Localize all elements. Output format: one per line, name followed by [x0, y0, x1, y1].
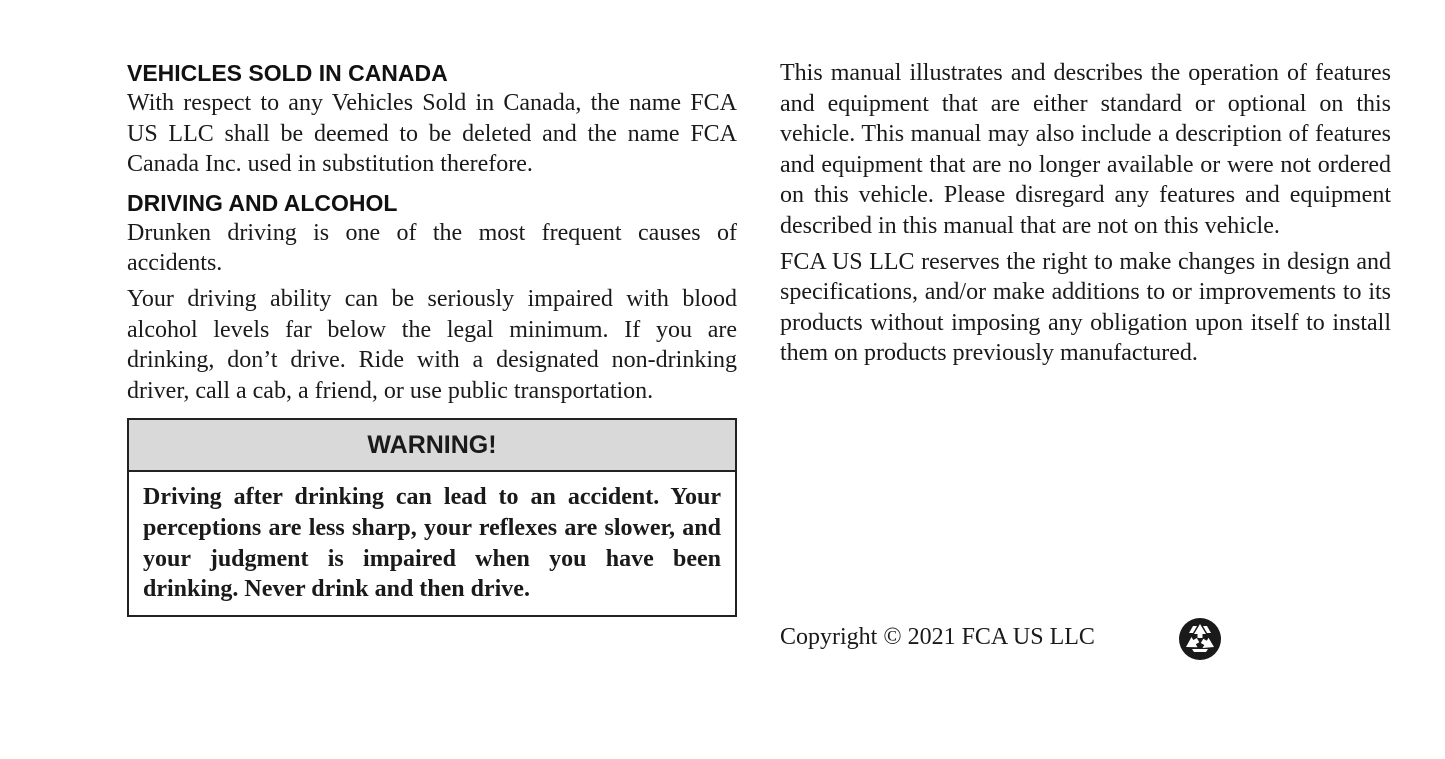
- driving-alcohol-paragraph-1: Drunken driving is one of the most frequent causes of accidents.: [127, 219, 737, 277]
- right-column: [780, 58, 1391, 369]
- warning-text: Driving after drinking can lead to an accident. Your perceptions are less sharp, your reflexes are slower, and your judgment is impaired when you have been drinking. Never drink and then drive.: [143, 484, 721, 603]
- warning-title: WARNING!: [129, 420, 735, 472]
- copyright-row: [780, 616, 1240, 662]
- section-heading-vehicles-sold-in-canada: VEHICLES SOLD IN CANADA: [127, 60, 448, 86]
- warning-box: [127, 418, 737, 616]
- driving-alcohol-paragraph-2: Your driving ability can be seriously impaired with blood alcohol levels far below the legal minimum. If you are drinking, don’t drive. Ride with a designated non-drinking driver, call a cab, a friend, or use public transportation.: [127, 285, 737, 404]
- section-heading-driving-and-alcohol: DRIVING AND ALCOHOL: [127, 189, 398, 216]
- reserves-right-paragraph: FCA US LLC reserves the right to make changes in design and specifications, and/or make additions to or improvements to its products without imposing any obligation upon itself to install them on products previously manufactured.: [780, 248, 1391, 367]
- left-column: [127, 58, 737, 617]
- copyright-text: Copyright © 2021 FCA US LLC: [780, 624, 1095, 650]
- vehicles-sold-in-canada-text: With respect to any Vehicles Sold in Canada, the name FCA US LLC shall be deemed to be deleted and the name FCA Canada Inc. used in substitution therefore.: [127, 90, 737, 178]
- manual-description-paragraph: This manual illustrates and describes the operation of features and equipment that are either standard or optional on this vehicle. This manual may also include a description of features and equipment that are no longer available or were not ordered on this vehicle. Please disregard any features and equipment described in this manual that are not on this vehicle.: [780, 60, 1391, 239]
- recycle-icon: [1177, 616, 1223, 662]
